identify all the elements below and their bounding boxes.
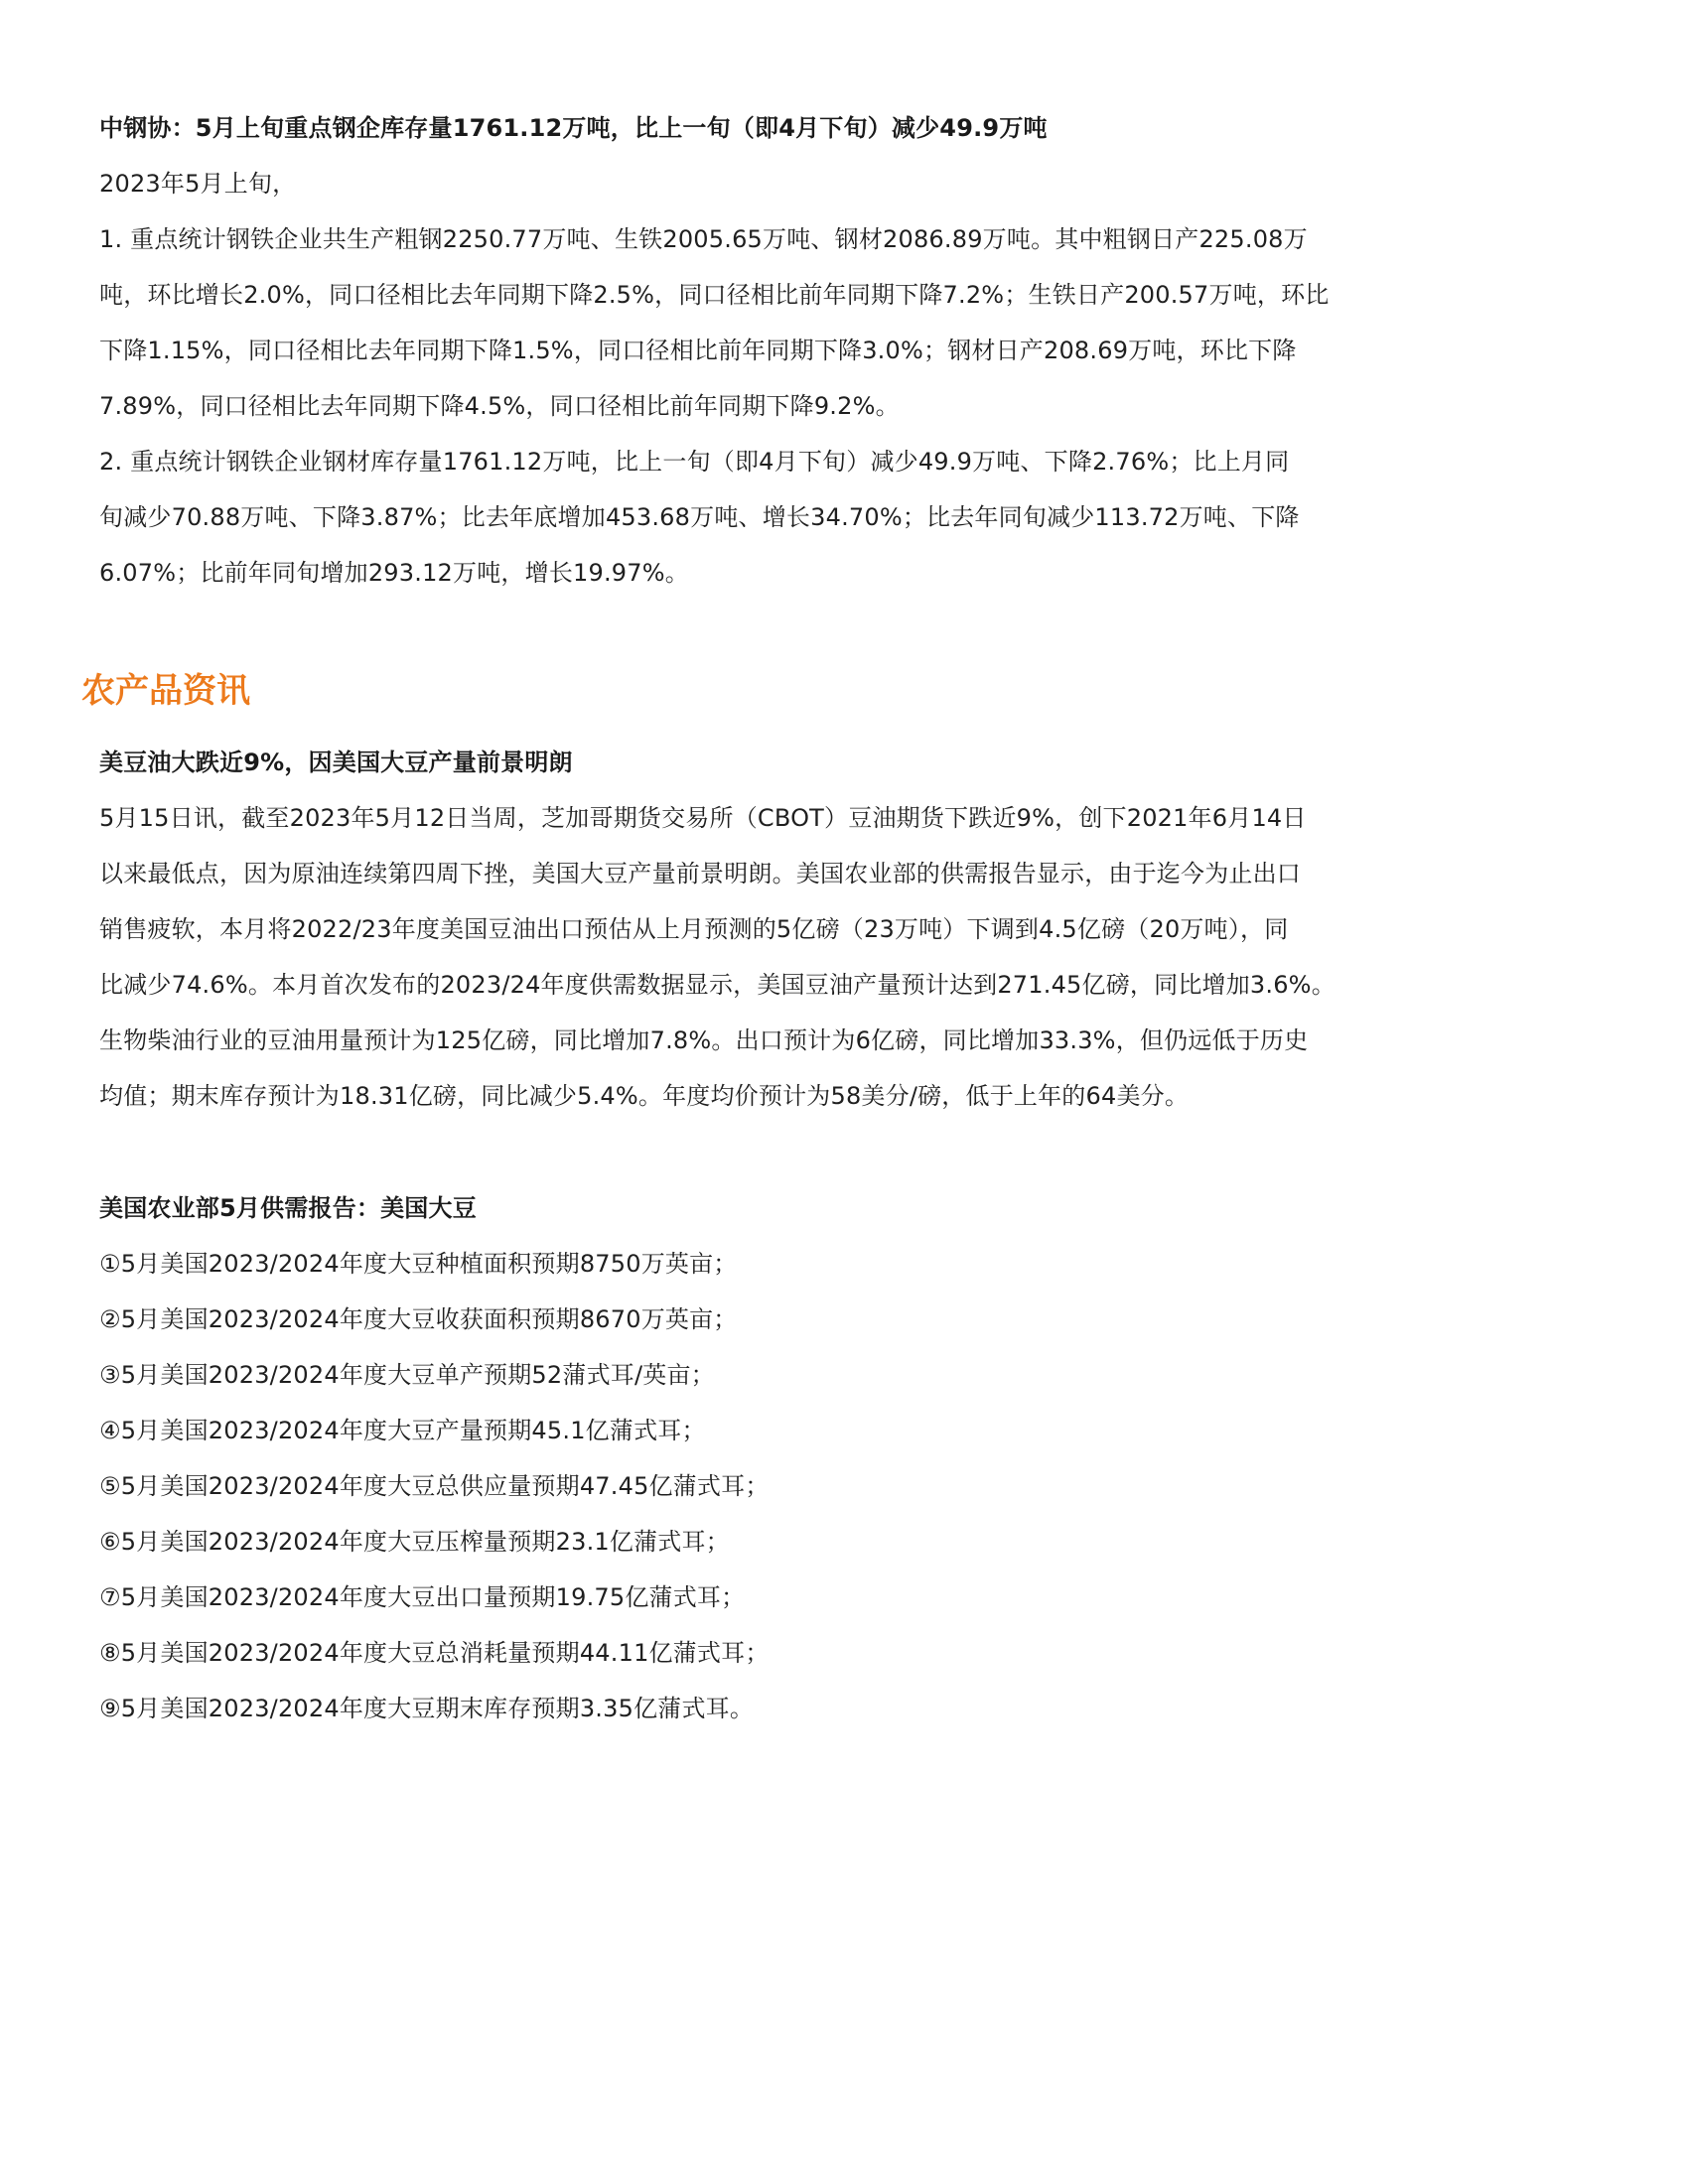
usda-item: ⑧5月美国2023/2024年度大豆总消耗量预期44.11亿蒲式耳； — [99, 1639, 770, 1667]
steel-para2-line: 6.07%；比前年同旬增加293.12万吨，增长19.97%。 — [99, 559, 689, 587]
soy-oil-line: 均值；期末库存预计为18.31亿磅，同比减少5.4%。年度均价预计为58美分/磅，低于上年的64美分。 — [99, 1082, 1190, 1110]
soy-oil-line: 销售疲软，本月将2022/23年度美国豆油出口预估从上月预测的5亿磅（23万吨）下调到4.5亿磅（20万吨），同 — [99, 915, 1289, 943]
steel-para1-line: 下降1.15%，同口径相比去年同期下降1.5%，同口径相比前年同期下降3.0%；钢材日产208.69万吨，环比下降 — [99, 337, 1297, 364]
soy-oil-news-section — [99, 735, 1569, 1124]
soy-oil-line: 生物柴油行业的豆油用量预计为125亿磅，同比增加7.8%。出口预计为6亿磅，同比增加33.3%，但仍远低于历史 — [99, 1026, 1309, 1054]
steel-para1-line: 1. 重点统计钢铁企业共生产粗钢2250.77万吨、生铁2005.65万吨、钢材2086.89万吨。其中粗钢日产225.08万 — [99, 225, 1308, 253]
soy-oil-line: 5月15日讯，截至2023年5月12日当周，芝加哥期货交易所（CBOT）豆油期货下跌近9%，创下2021年6月14日 — [99, 804, 1307, 832]
usda-item: ⑤5月美国2023/2024年度大豆总供应量预期47.45亿蒲式耳； — [99, 1472, 770, 1500]
usda-item: ⑨5月美国2023/2024年度大豆期末库存预期3.35亿蒲式耳。 — [99, 1695, 755, 1722]
steel-para2-line: 旬减少70.88万吨、下降3.87%；比去年底增加453.68万吨、增长34.70%；比去年同旬减少113.72万吨、下降 — [99, 503, 1300, 531]
steel-news-section — [99, 100, 1569, 601]
steel-news-heading: 中钢协：5月上旬重点钢企库存量1761.12万吨，比上一旬（即4月下旬）减少49.9万吨 — [99, 114, 1048, 142]
usda-item: ④5月美国2023/2024年度大豆产量预期45.1亿蒲式耳； — [99, 1417, 706, 1444]
usda-item: ⑥5月美国2023/2024年度大豆压榨量预期23.1亿蒲式耳； — [99, 1528, 730, 1556]
usda-report-section — [99, 1180, 1569, 1736]
usda-item: ②5月美国2023/2024年度大豆收获面积预期8670万英亩； — [99, 1305, 738, 1333]
steel-date-line: 2023年5月上旬， — [99, 170, 297, 198]
soy-oil-heading: 美豆油大跌近9%，因美国大豆产量前景明朗 — [99, 749, 573, 776]
soy-oil-line: 比减少74.6%。本月首次发布的2023/24年度供需数据显示，美国豆油产量预计达到271.45亿磅，同比增加3.6%。 — [99, 971, 1336, 999]
steel-para1-line: 吨，环比增长2.0%，同口径相比去年同期下降2.5%，同口径相比前年同期下降7.2%；生铁日产200.57万吨，环比 — [99, 281, 1330, 309]
usda-item: ①5月美国2023/2024年度大豆种植面积预期8750万英亩； — [99, 1250, 738, 1278]
steel-para1-line: 7.89%，同口径相比去年同期下降4.5%，同口径相比前年同期下降9.2%。 — [99, 392, 900, 420]
usda-heading: 美国农业部5月供需报告：美国大豆 — [99, 1194, 477, 1222]
usda-item: ⑦5月美国2023/2024年度大豆出口量预期19.75亿蒲式耳； — [99, 1583, 746, 1611]
section-title-agri: 农产品资讯 — [81, 671, 250, 711]
usda-item: ③5月美国2023/2024年度大豆单产预期52蒲式耳/英亩； — [99, 1361, 715, 1389]
steel-para2-line: 2. 重点统计钢铁企业钢材库存量1761.12万吨，比上一旬（即4月下旬）减少49.9万吨、下降2.76%；比上月同 — [99, 448, 1290, 476]
soy-oil-line: 以来最低点，因为原油连续第四周下挫，美国大豆产量前景明朗。美国农业部的供需报告显示，由于迄今为止出口 — [99, 860, 1301, 887]
